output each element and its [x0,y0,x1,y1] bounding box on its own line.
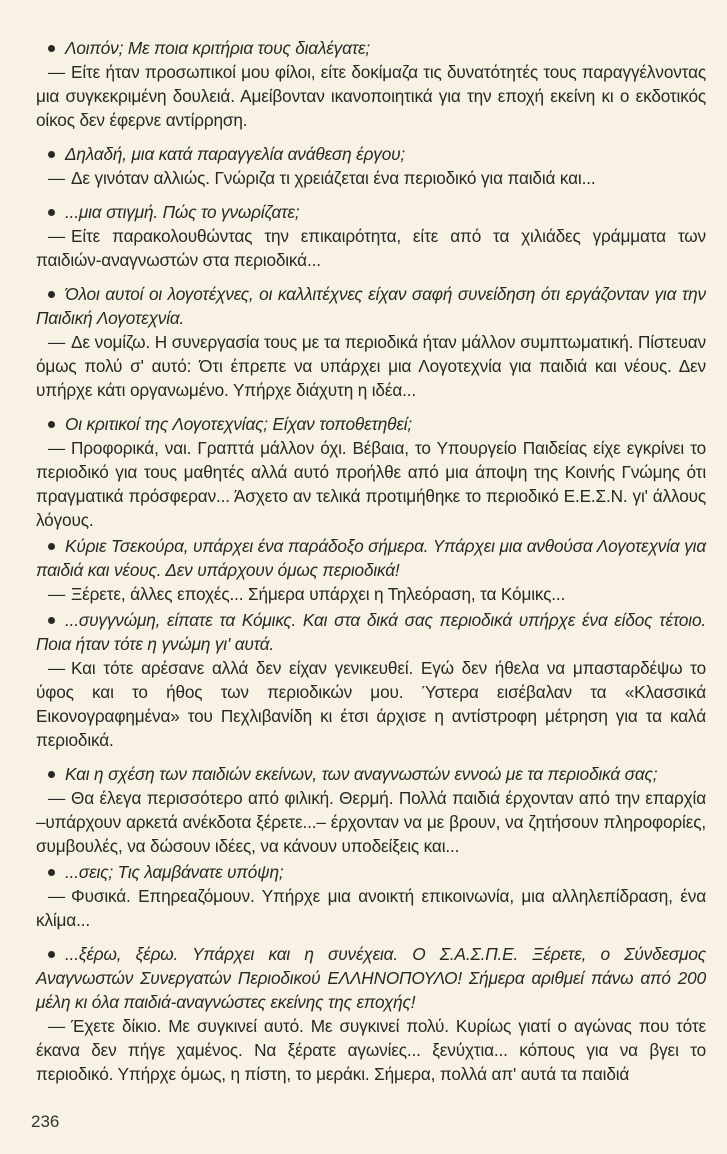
dash: — [48,438,66,458]
qa-block [36,942,706,1086]
bullet-icon [48,151,55,158]
dash: — [48,886,66,906]
page-number: 236 [31,1112,60,1131]
interview-question: Όλοι αυτοί οι λογοτέχνες, οι καλλιτέχνες είχαν σαφή συνείδηση ότι εργάζονταν για την Παιδική Λογοτεχνία. [36,284,706,328]
qa-block [36,36,706,132]
bullet-icon [48,771,55,778]
dash: — [48,168,66,188]
bullet-icon [48,421,55,428]
qa-block [36,860,706,932]
bullet-icon [48,45,55,52]
dash: — [48,584,66,604]
qa-block [36,534,706,606]
bullet-icon [48,543,55,550]
interview-answer: — Φυσικά. Επηρεαζόμουν. Υπήρχε μια ανοικτή επικοινωνία, μια αλληλεπίδραση, ένα κλίμα... [36,886,706,930]
dash: — [48,332,66,352]
interview-answer: — Δε νομίζω. Η συνεργασία τους με τα περιοδικά ήταν μάλλον συμπτωματική. Πίστευαν όμως πολύ σ' αυτό: Ότι έπρεπε να υπάρχει μια Λογοτεχνία για παιδιά και νέους. Δεν υπήρχε κάτι οργανωμένο. Υπήρχε διάχυτη η ιδέα... [36,332,706,400]
dash: — [48,788,66,808]
interview-answer: — Προφορικά, ναι. Γραπτά μάλλον όχι. Βέβαια, το Υπουργείο Παιδείας είχε εγκρίνει το περιοδικό για τους μαθητές αλλά αυτό προήλθε από μια άποψη της Κοινής Γνώμης ότι πραγματικά πρόσφεραν... Άσχετο αν τελικά προτιμήθηκε το περιοδικό Ε.Ε.Σ.Ν. γι' άλλους λόγους. [36,438,706,530]
bullet-icon [48,951,55,958]
interview-answer: — Και τότε αρέσανε αλλά δεν είχαν γενικευθεί. Εγώ δεν ήθελα να μπασταρδέψω το ύφος και το ήθος των περιοδικών μου. Ύστερα εισέβαλαν τα «Κλασσικά Εικονογραφημένα» του Πεχλιβανίδη κι έτσι άρχισε η αντίστροφη μέτρηση για τα καλά περιοδικά. [36,658,706,750]
interview-page [36,36,706,1086]
qa-block [36,762,706,858]
qa-block [36,608,706,752]
interview-answer: — Θα έλεγα περισσότερο από φιλική. Θερμή. Πολλά παιδιά έρχονταν από την επαρχία –υπάρχουν αρκετά ανέκδοτα ξέρετε...– έρχονταν να με βρουν, να ζητήσουν πληροφορίες, συμβουλές, να δώσουν ιδέες, να κάνουν υποδείξεις και... [36,788,706,856]
interview-answer: — Είτε παρακολουθώντας την επικαιρότητα, είτε από τα χιλιάδες γράμματα των παιδιών-αναγνωστών στα περιοδικά... [36,226,706,270]
bullet-icon [48,617,55,624]
qa-block [36,200,706,272]
qa-block [36,142,706,190]
interview-question: Λοιπόν; Με ποια κριτήρια τους διαλέγατε; [36,36,706,60]
interview-answer: — Είτε ήταν προσωπικοί μου φίλοι, είτε δοκίμαζα τις δυνατότητές τους παραγγέλνοντας μια συγκεκριμένη δουλειά. Αμείβονταν ικανοποιητικά για την εποχή εκείνη κι ο εκδοτικός οίκος δεν έφερνε αντίρρηση. [36,62,706,130]
interview-question: ...ξέρω, ξέρω. Υπάρχει και η συνέχεια. Ο Σ.Α.Σ.Π.Ε. Ξέρετε, ο Σύνδεσμος Αναγνωστών Συνεργατών Περιοδικού ΕΛΛΗΝΟΠΟΥΛΟ! Σήμερα αριθμεί πάνω από 200 μέλη κι όλα παιδιά-αναγνώστες εκείνης της εποχής! [36,944,706,1012]
interview-question: Δηλαδή, μια κατά παραγγελία ανάθεση έργου; [36,142,706,166]
dash: — [48,1016,66,1036]
dash: — [48,658,66,678]
interview-question: ...σεις; Τις λαμβάνατε υπόψη; [36,860,706,884]
qa-block [36,412,706,532]
interview-question: Οι κριτικοί της Λογοτεχνίας; Είχαν τοποθετηθεί; [36,412,706,436]
dash: — [48,62,66,82]
interview-question: Και η σχέση των παιδιών εκείνων, των αναγνωστών εννοώ με τα περιοδικά σας; [36,762,706,786]
qa-block [36,282,706,402]
bullet-icon [48,291,55,298]
interview-question: ...μια στιγμή. Πώς το γνωρίζατε; [36,200,706,224]
interview-question: Κύριε Τσεκούρα, υπάρχει ένα παράδοξο σήμερα. Υπάρχει μια ανθούσα Λογοτεχνία για παιδιά και νέους. Δεν υπάρχουν όμως περιοδικά! [36,536,706,580]
dash: — [48,226,66,246]
bullet-icon [48,869,55,876]
bullet-icon [48,209,55,216]
interview-question: ...συγγνώμη, είπατε τα Κόμικς. Και στα δικά σας περιοδικά υπήρχε ένα είδος τέτοιο. Ποια ήταν τότε η γνώμη γι' αυτά. [36,610,706,654]
interview-answer: — Ξέρετε, άλλες εποχές... Σήμερα υπάρχει η Τηλεόραση, τα Κόμικς... [48,584,566,604]
interview-answer: — Δε γινόταν αλλιώς. Γνώριζα τι χρειάζεται ένα περιοδικό για παιδιά και... [48,168,596,188]
interview-answer: — Έχετε δίκιο. Με συγκινεί αυτό. Με συγκινεί πολύ. Κυρίως γιατί ο αγώνας που τότε έκανα δεν πήγε χαμένος. Να ξέρατε αγωνίες... ξενύχτια... κόπους για να βγει το περιοδικό. Υπήρχε όμως, η πίστη, το μεράκι. Σήμερα, πολλά απ' αυτά τα παιδιά [36,1016,706,1084]
